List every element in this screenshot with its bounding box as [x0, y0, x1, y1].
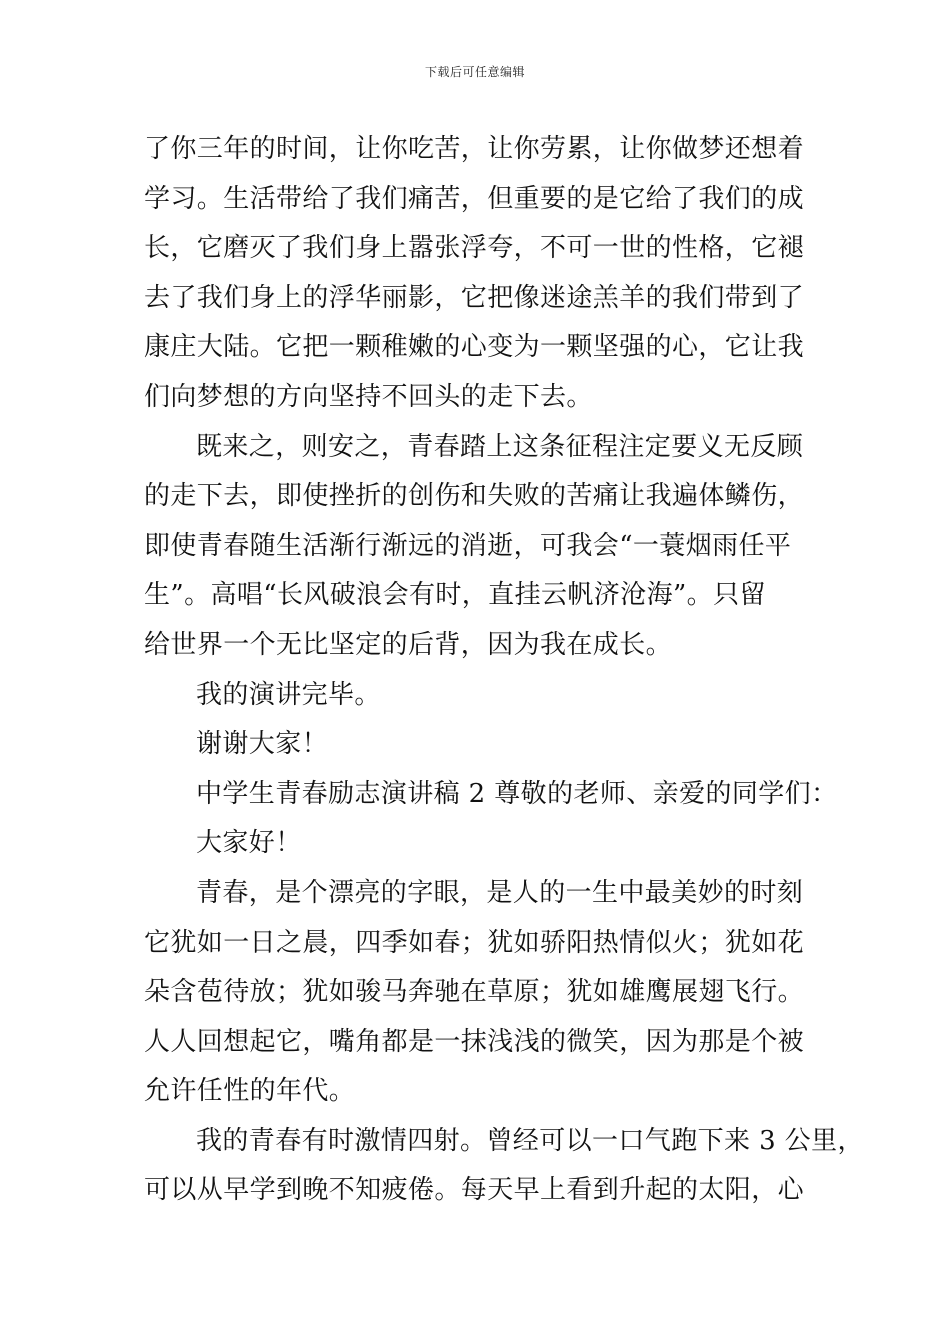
text-line: 长，它磨灭了我们身上嚣张浮夸，不可一世的性格，它褪	[144, 233, 805, 264]
greeting-line: 大家好！	[196, 828, 302, 859]
text-line: 生”。高唱“长风破浪会有时，直挂云帆济沧海”。只留	[144, 580, 766, 611]
text-line: 们向梦想的方向坚持不回头的走下去。	[144, 381, 593, 412]
text-line: 学习。生活带给了我们痛苦，但重要的是它给了我们的成	[144, 183, 805, 214]
text-line: 朵含苞待放；犹如骏马奔驰在草原；犹如雄鹰展翅飞行。	[144, 977, 805, 1008]
text-line: 去了我们身上的浮华丽影，它把像迷途羔羊的我们带到了	[144, 282, 805, 313]
text-line: 的走下去，即使挫折的创伤和失败的苦痛让我遍体鳞伤，	[144, 481, 805, 512]
document-body	[144, 125, 864, 1216]
text-line: 即使青春随生活渐行渐远的消逝，可我会“一蓑烟雨任平	[144, 530, 792, 561]
paragraph-start-line: 谢谢大家！	[196, 729, 329, 760]
page-header: 下载后可任意编辑	[424, 65, 525, 79]
paragraph-start-line: 既来之，则安之，青春踏上这条征程注定要义无反顾	[196, 431, 804, 462]
text-line: 了你三年的时间，让你吃苦，让你劳累，让你做梦还想着	[144, 134, 805, 164]
paragraph-start-line: 我的青春有时激情四射。曾经可以一口气跑下来 3 公里，	[196, 1125, 864, 1156]
text-line: 给世界一个无比坚定的后背，因为我在成长。	[144, 629, 673, 660]
text-line: 它犹如一日之晨，四季如春；犹如骄阳热情似火；犹如花	[144, 927, 805, 958]
text-line: 康庄大陆。它把一颗稚嫩的心变为一颗坚强的心，它让我	[144, 332, 805, 363]
section-title-line: 中学生青春励志演讲稿 2 尊敬的老师、亲爱的同学们：	[196, 778, 838, 809]
text-line: 允许任性的年代。	[144, 1076, 356, 1107]
paragraph-start-line: 青春，是个漂亮的字眼，是人的一生中最美妙的时刻	[196, 877, 804, 908]
text-line: 人人回想起它，嘴角都是一抹浅浅的微笑，因为那是个被	[144, 1026, 805, 1057]
paragraph-start-line: 我的演讲完毕。	[196, 679, 381, 710]
text-line: 可以从早学到晚不知疲倦。每天早上看到升起的太阳，心	[144, 1175, 805, 1206]
